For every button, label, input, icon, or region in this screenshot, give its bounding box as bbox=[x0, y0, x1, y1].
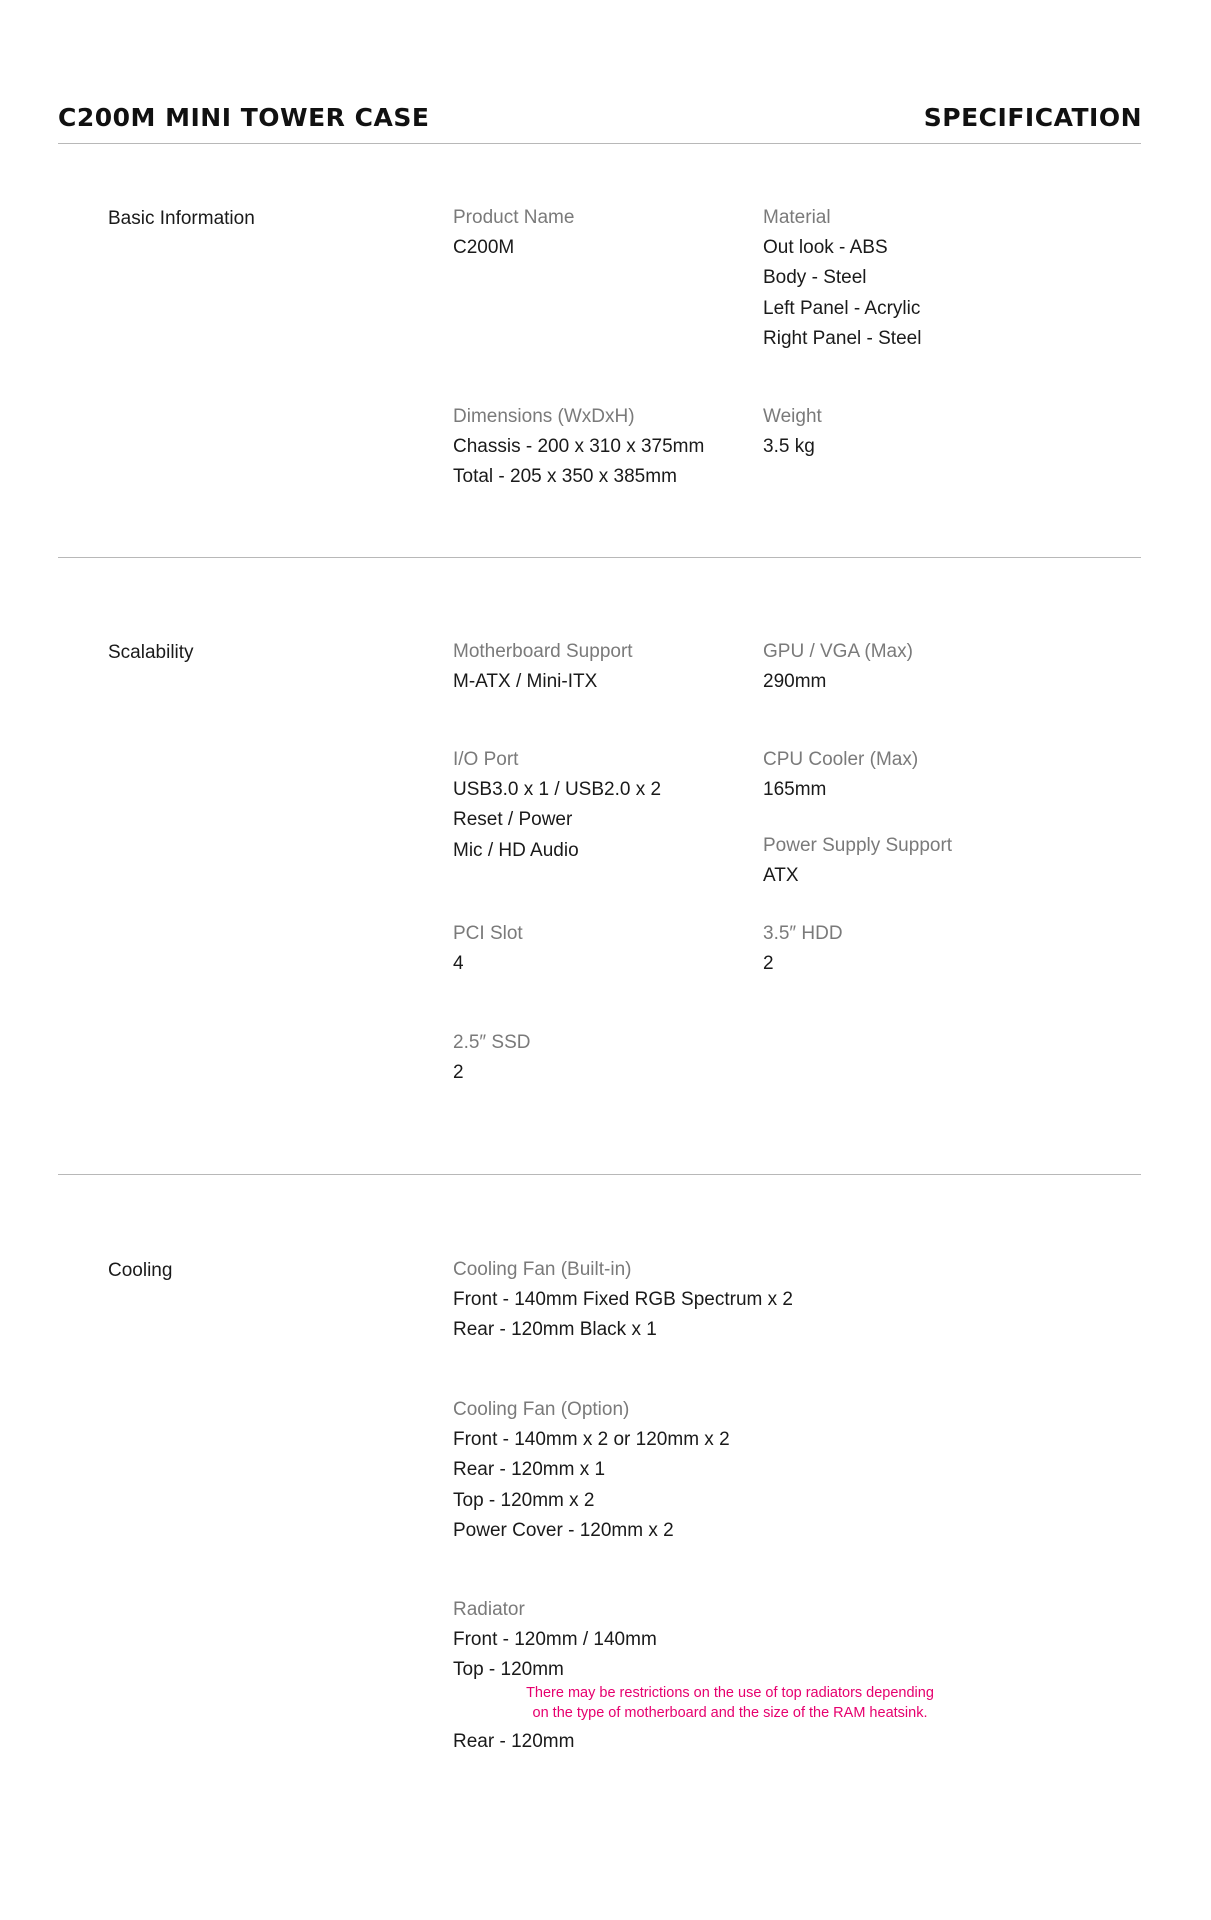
spec-value: Out look - ABS bbox=[763, 237, 888, 259]
spec-radiator-rear bbox=[453, 1727, 574, 1757]
section-divider bbox=[58, 1174, 1141, 1175]
spec-value: 2 bbox=[763, 953, 774, 975]
spec-value: Top - 120mm bbox=[453, 1659, 564, 1681]
spec-value: Front - 140mm x 2 or 120mm x 2 bbox=[453, 1429, 730, 1451]
spec-value: Rear - 120mm x 1 bbox=[453, 1459, 606, 1481]
spec-material bbox=[763, 203, 921, 354]
spec-value: Body - Steel bbox=[763, 267, 867, 289]
spec-label: Product Name bbox=[453, 207, 575, 228]
spec-value: M-ATX / Mini-ITX bbox=[453, 671, 598, 693]
spec-value: Power Cover - 120mm x 2 bbox=[453, 1519, 674, 1541]
spec-cpu-cooler bbox=[763, 745, 918, 805]
spec-value: Front - 120mm / 140mm bbox=[453, 1629, 657, 1651]
radiator-note bbox=[495, 1684, 965, 1723]
spec-value: 2 bbox=[453, 1062, 464, 1084]
spec-value: Right Panel - Steel bbox=[763, 327, 922, 349]
spec-label: Cooling Fan (Option) bbox=[453, 1399, 630, 1420]
section-label-basic: Basic Information bbox=[108, 208, 255, 229]
spec-fan-builtin bbox=[453, 1255, 793, 1346]
spec-weight bbox=[763, 402, 822, 462]
spec-dimensions bbox=[453, 402, 704, 493]
spec-radiator bbox=[453, 1595, 657, 1686]
spec-value: 290mm bbox=[763, 671, 827, 693]
spec-value: Mic / HD Audio bbox=[453, 839, 579, 861]
spec-value: Total - 205 x 350 x 385mm bbox=[453, 466, 677, 488]
spec-label: CPU Cooler (Max) bbox=[763, 749, 919, 770]
spec-value: Rear - 120mm bbox=[453, 1731, 575, 1752]
note-line: on the type of motherboard and the size of the RAM heatsink. bbox=[532, 1704, 928, 1721]
section-label-scalability: Scalability bbox=[108, 642, 194, 663]
spec-label: Cooling Fan (Built-in) bbox=[453, 1259, 632, 1280]
spec-value: Front - 140mm Fixed RGB Spectrum x 2 bbox=[453, 1289, 793, 1311]
section-label-cooling: Cooling bbox=[108, 1260, 173, 1281]
spec-gpu bbox=[763, 637, 913, 697]
spec-label: Material bbox=[763, 207, 831, 228]
spec-label: Radiator bbox=[453, 1599, 525, 1620]
spec-label: Power Supply Support bbox=[763, 835, 953, 856]
spec-value: 4 bbox=[453, 953, 464, 975]
spec-value: 165mm bbox=[763, 779, 827, 801]
spec-value: Rear - 120mm Black x 1 bbox=[453, 1319, 657, 1341]
spec-label: 2.5″ SSD bbox=[453, 1032, 531, 1053]
spec-hdd bbox=[763, 919, 843, 979]
spec-value: C200M bbox=[453, 237, 515, 259]
spec-ssd bbox=[453, 1028, 530, 1088]
section-divider bbox=[58, 557, 1141, 558]
spec-fan-option bbox=[453, 1395, 730, 1546]
spec-io-port bbox=[453, 745, 661, 866]
spec-label: Weight bbox=[763, 406, 822, 427]
spec-label: 3.5″ HDD bbox=[763, 923, 843, 944]
page-title: C200M MINI TOWER CASE bbox=[58, 103, 430, 132]
spec-motherboard bbox=[453, 637, 633, 697]
spec-label: Dimensions (WxDxH) bbox=[453, 406, 635, 427]
note-line: There may be restrictions on the use of top radiators depending bbox=[526, 1685, 934, 1701]
spec-label: Motherboard Support bbox=[453, 641, 633, 662]
header-divider bbox=[58, 143, 1141, 144]
spec-value: Left Panel - Acrylic bbox=[763, 297, 921, 319]
spec-label: PCI Slot bbox=[453, 923, 523, 944]
spec-value: 3.5 kg bbox=[763, 436, 815, 458]
spec-label: GPU / VGA (Max) bbox=[763, 641, 913, 662]
spec-product-name bbox=[453, 203, 574, 263]
spec-value: USB3.0 x 1 / USB2.0 x 2 bbox=[453, 779, 662, 801]
spec-psu bbox=[763, 831, 952, 891]
spec-pci-slot bbox=[453, 919, 523, 979]
spec-value: ATX bbox=[763, 865, 799, 887]
spec-value: Reset / Power bbox=[453, 809, 573, 831]
spec-value: Top - 120mm x 2 bbox=[453, 1489, 595, 1511]
section-heading: SPECIFICATION bbox=[923, 103, 1142, 132]
spec-value: Chassis - 200 x 310 x 375mm bbox=[453, 436, 705, 458]
spec-label: I/O Port bbox=[453, 749, 519, 770]
